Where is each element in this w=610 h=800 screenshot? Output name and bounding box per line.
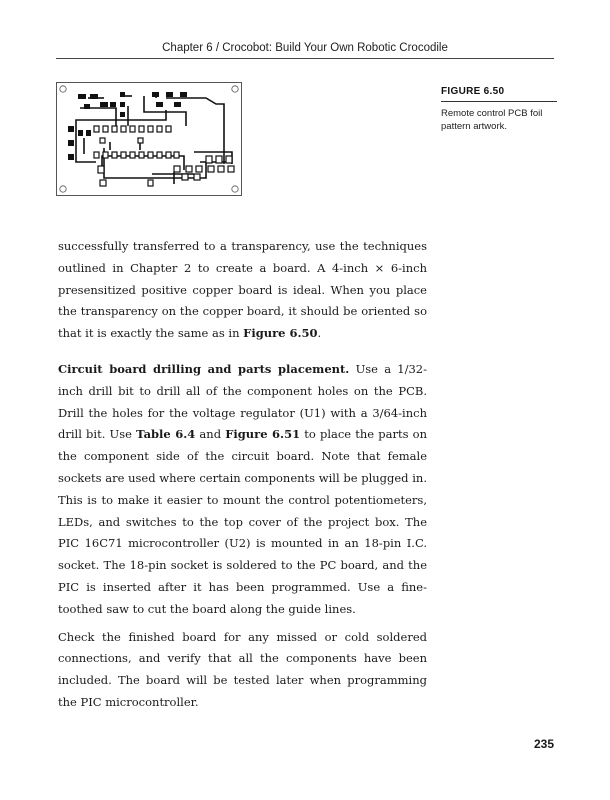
body-text: [58, 236, 427, 714]
paragraph-2-text-b: and: [195, 427, 226, 442]
paragraph-1: [58, 236, 427, 345]
table-reference: Table 6.4: [136, 427, 196, 442]
running-head: Chapter 6 / Crocobot: Build Your Own Robotic Crocodile: [162, 42, 448, 54]
figure-reference: Figure 6.51: [225, 427, 301, 442]
paragraph-2-text-a: Use a 1/32-inch drill bit to drill all of the component holes on the PCB. Drill the holes for the voltage regulator (U1) with a 3/64-inch drill bit. Use: [58, 361, 428, 442]
pcb-foil-pattern-figure: [56, 82, 242, 196]
paragraph-3: [58, 627, 427, 714]
paragraph-1-text-b: .: [317, 326, 322, 341]
figure-caption-text: Remote control PCB foil pattern artwork.: [441, 108, 543, 132]
paragraph-2-text-c: to place the parts on the component side of the circuit board. Note that female sockets are used where certain components will be plugged in. This is to make it easier to mount the control potentiometers, LEDs, and switches to the top cover of the project box. The PIC 16C71 microcontroller (U2) is mounted in an 18-pin I.C. socket. The 18-pin socket is soldered to the PC board, and the PIC is inserted after it has been programmed. Use a fine-toothed saw to cut the board along the guide lines.: [58, 427, 427, 616]
figure-label: FIGURE 6.50: [441, 86, 557, 102]
page-number: 235: [533, 737, 554, 751]
run-in-heading: Circuit board drilling and parts placement.: [58, 361, 350, 376]
figure-reference: Figure 6.50: [243, 326, 318, 341]
header-rule: [56, 58, 554, 59]
paragraph-1-text-a: successfully transferred to a transparency, use the techniques outlined in Chapter 2 to create a board. A 4-inch × 6-inch presensitized positive copper board is ideal. When you place the transparency on the copper board, it should be oriented so that it is exactly the same as in: [58, 239, 427, 341]
figure-caption: [441, 86, 557, 133]
paragraph-3-text-a: Check the finished board for any missed or cold soldered connections, and verify that all the components have been included. The board will be tested later when programming the PIC microcontroller.: [58, 629, 427, 709]
paragraph-2: [58, 359, 427, 621]
